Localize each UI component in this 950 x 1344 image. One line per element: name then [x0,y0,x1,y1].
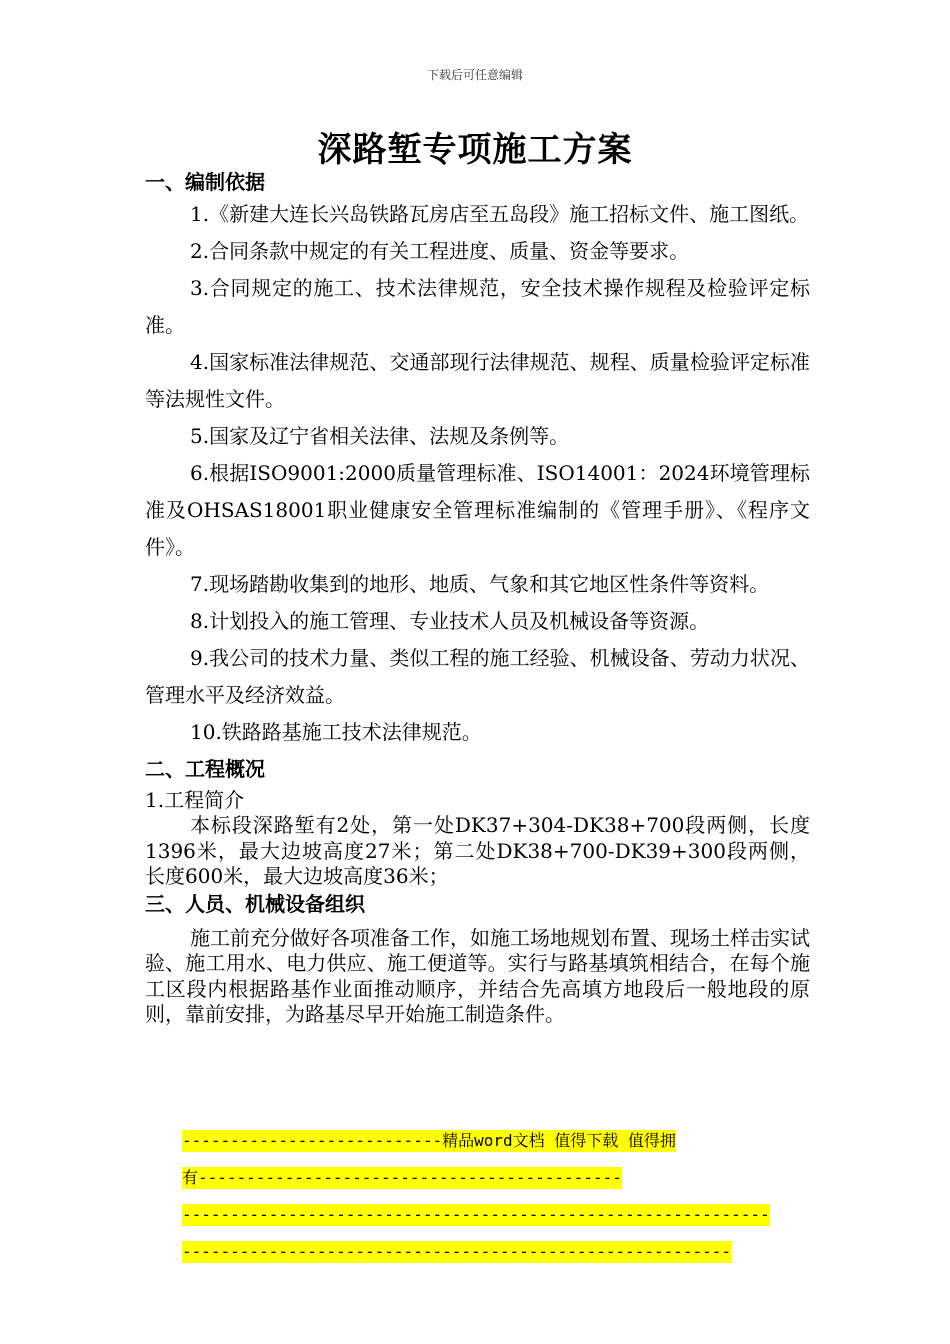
basis-item-3: 3.合同规定的施工、技术法律规范，安全技术操作规程及检验评定标准。 [145,276,810,337]
highlight-line-4: --------------------------------------------------------- [182,1242,732,1261]
document-body [145,168,810,1028]
document-title: 深路堑专项施工方案 [317,130,633,170]
highlight-line-1: ---------------------------精品word文档 值得下载 值得拥 [182,1131,676,1150]
highlight-line-2: 有-------------------------------------------- [182,1168,622,1187]
basis-item-4: 4.国家标准法律规范、交通部现行法律规范、规程、质量检验评定标准等法规性文件。 [145,350,810,411]
basis-item-8: 8.计划投入的施工管理、专业技术人员及机械设备等资源。 [190,609,710,633]
page-header-note: 下载后可任意编辑 [426,68,523,82]
section-heading-basis: 一、编制依据 [145,170,265,194]
section-heading-overview: 二、工程概况 [145,757,265,781]
basis-item-9: 9.我公司的技术力量、类似工程的施工经验、机械设备、劳动力状况、管理水平及经济效益。 [145,646,810,707]
basis-item-10: 10.铁路路基施工技术法律规范。 [190,720,482,744]
sub-heading-project-intro: 1.工程简介 [145,788,245,812]
project-intro-paragraph: 本标段深路堑有2处，第一处DK37+304-DK38+700段两侧，长度1396米，最大边坡高度27米；第二处DK38+700-DK39+300段两侧，长度600米，最大边坡高度36米； [145,813,810,888]
basis-item-1: 1.《新建大连长兴岛铁路瓦房店至五岛段》施工招标文件、施工图纸。 [190,202,810,226]
basis-item-2: 2.合同条款中规定的有关工程进度、质量、资金等要求。 [190,239,690,263]
basis-item-6: 6.根据ISO9001:2000质量管理标准、ISO14001：2024环境管理标准及OHSAS18001职业健康安全管理标准编制的《管理手册》、《程序文件》。 [145,461,810,559]
highlighted-footer-note [182,1130,807,1278]
basis-item-7: 7.现场踏勘收集到的地形、地质、气象和其它地区性条件等资料。 [190,572,770,596]
highlight-line-3: ------------------------------------------------------------- [182,1205,770,1224]
section-heading-personnel: 三、人员、机械设备组织 [145,891,365,916]
basis-item-5: 5.国家及辽宁省相关法律、法规及条例等。 [190,424,570,448]
personnel-paragraph: 施工前充分做好各项准备工作，如施工场地规划布置、现场土样击实试验、施工用水、电力供应、施工便道等。实行与路基填筑相结合，在每个施工区段内根据路基作业面推动顺序，并结合先高填方地段后一般地段的原则，靠前安排，为路基尽早开始施工制造条件。 [145,925,810,1026]
